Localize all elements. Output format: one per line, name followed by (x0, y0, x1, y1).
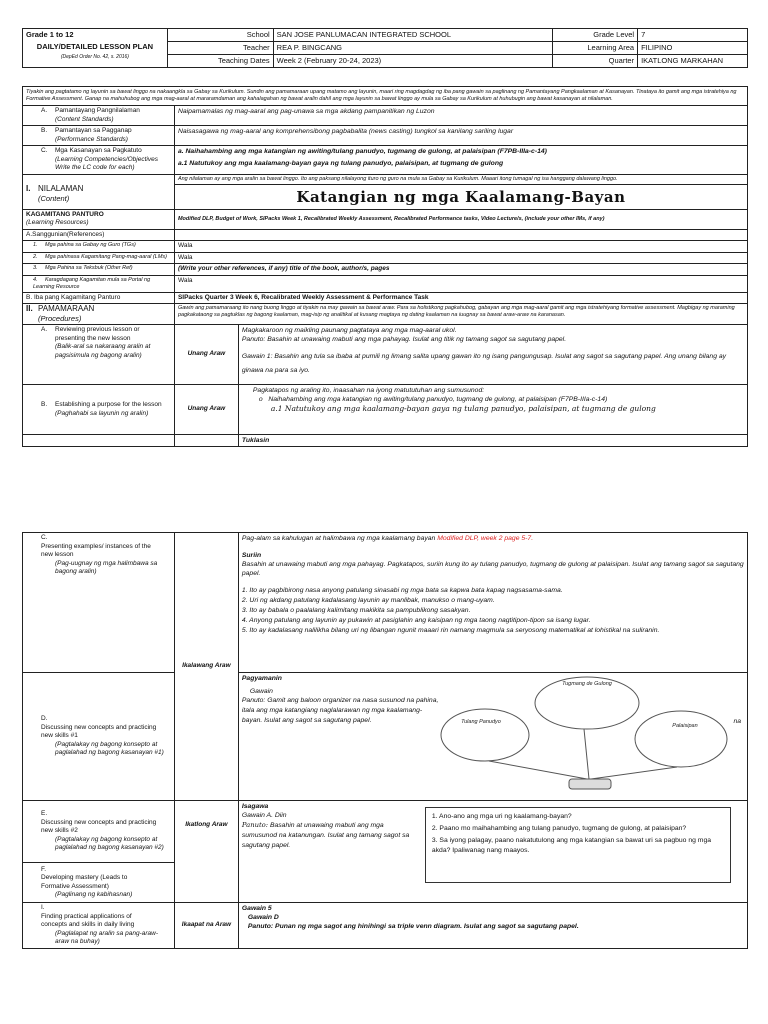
ref-4-num: 4. (33, 276, 38, 283)
lesson-table-page-1 (22, 86, 748, 447)
balloon-string-left (489, 761, 587, 779)
objective-a-letter: A. (41, 107, 48, 114)
objective-a-sub: (Content Standards) (55, 115, 114, 123)
procedures-sub: (Procedures) (38, 313, 82, 323)
grade-value: 7 (638, 29, 748, 42)
page-gap (0, 484, 768, 520)
objective-c-label (23, 146, 175, 175)
school-label: School (167, 29, 273, 42)
objective-c-sub2: Write the LC code for each) (55, 164, 135, 171)
procedure-b-letter: B. (41, 401, 48, 408)
procedure-b-text3: a.1 Natutukoy ang mga kaalamang-bayan gaya ng tulang panudyo, palaisipan, at tugmang de gulong (270, 404, 656, 413)
suriin-item: 2. Uri ng akdang patulang kadalasang layunin ay manlibak, manukso o mang-uyam. (241, 597, 495, 604)
objective-c-value2: a.1 Natutukoy ang mga kaalamang-bayan gaya ng tulang panudyo, palaisipan, at tugmang de gulong (177, 160, 504, 167)
gawain-d-label: Gawain D (247, 914, 279, 921)
objective-b-value: Naisasagawa ng mag-aaral ang komprehensibong pagbabalita (news casting) tungkol sa kanilang sariling lugar (174, 126, 747, 146)
gawain-label: Gawain (249, 688, 273, 695)
suriin-item: 1. Ito ay pagbibirong nasa anyong patulang sinasabi ng mga bata sa kapwa bata kapag nagsasama-sama. (241, 587, 563, 594)
ref-3-label (23, 264, 175, 276)
gawain-a-label: Gawain A. Diin (241, 812, 287, 819)
objective-a-title: Pamantayang Pangnilalaman (55, 107, 140, 114)
balloon-left (441, 709, 529, 761)
isagawa-instr-text: Basahin at unawaing mabuti ang mga sumusunod na katanungan. Isulat ang tamang sagot sa sagutang papel. (241, 822, 410, 849)
resources-sub: (Learning Resources) (26, 219, 89, 226)
header-title-line1: Grade 1 to 12 (26, 30, 74, 39)
procedure-i-title: Finding practical applications of concepts and skills in daily living (41, 912, 135, 928)
ref-4-text: Karagdagang Kagamitan mula sa Portal ng Learning Resource (33, 276, 151, 290)
na-word: na (733, 718, 741, 725)
header-title-block (23, 29, 168, 68)
procedure-c-sub: (Pag-uugnay ng mga halimbawa sa bagong aralin) (55, 559, 158, 575)
procedure-a-text3: Gawain 1: Basahin ang tula sa ibaba at pumili ng limang salita upang gawan ito ng isang pangungusap. Isulat ang sagot sa sagutang papel. Ang unang bilang ay ginawa na para sa iyo. (241, 353, 727, 374)
objective-c-title: Mga Kasanayan sa Pagkatuto (55, 147, 142, 154)
resources-label (23, 209, 175, 229)
content-label (23, 184, 175, 209)
objective-b-title: Pamantayan sa Pagganap (55, 127, 132, 134)
balloon-top-label: Tugmang de Gulong (562, 681, 612, 687)
suriin-instructions: Basahin at unawaing mabuti ang mga pahayag. Pagkatapos, suriin kung ito ay tulang panudyo, tugmang de gulong at palaisipan. Isulat ang tamang sagot sa sagutang papel. (241, 561, 744, 577)
balloon-right (635, 711, 727, 767)
balloon-string-right (591, 767, 677, 779)
sanggunian-label: A.Sanggunian(References) (23, 229, 175, 241)
procedure-i-label (23, 903, 175, 949)
procedure-a-label (23, 325, 175, 385)
tuklasin-label: Tuklasin (238, 435, 747, 447)
procedure-b-day: Unang Araw (174, 385, 238, 435)
procedure-b-label (23, 385, 175, 435)
procedures-note: Gawin ang pamamaraang ito nang buong linggo at tiyakin na may gawain sa bawat araw. Para sa holistikong pagkahubog, gabayan ang mga mag-aaral gamit ang mga istratehiyang formative assessment. Magbigay ng maraming pagkakataong sa pagtuklas ng bagong kaalaman, mag-isip ng analitikal at kusang magtaya ng dating kaalaman na iuugnay sa bawat araw-araw na karanasan. (174, 304, 747, 325)
sanggunian-empty (174, 229, 747, 241)
header-title-line3: (DepEd Order No. 42, s. 2016) (60, 54, 129, 60)
ref-1-value: Wala (174, 241, 747, 253)
procedure-a-title: Reviewing previous lesson or presenting the new lesson (55, 326, 140, 342)
procedures-label-text: PAMAMARAAN (38, 304, 95, 313)
content-note: Ang nilalaman ay ang mga aralin sa bawat linggo. Ito ang paksang nilalayong ituro ng guro na mula sa Gabay sa Kurikulum. Maaari itong tumagal ng isa hanggang dalawang linggo. (174, 174, 747, 184)
isagawa-instructions (242, 820, 412, 851)
ref-1-num: 1. (33, 242, 38, 248)
balloon-right-label: Palaisipan (672, 723, 698, 729)
ref-1-text: Mga pahina sa Gabay ng Guro (TGs) (45, 242, 136, 248)
procedure-d-title: Discussing new concepts and practicing new skills #1 (41, 723, 157, 740)
other-resources-label: B. Iba pang Kagamitang Panturo (23, 292, 175, 304)
procedure-d-label (23, 673, 175, 801)
day-3-label: Ikatlong Araw (174, 801, 238, 903)
school-value: SAN JOSE PANLUMACAN INTEGRATED SCHOOL (273, 29, 553, 42)
gawain-d-instructions: Panuto: Punan ng mga sagot ang hinihingi sa triple venn diagram. Isulat ang sagot sa sagutang papel. (247, 923, 579, 930)
day-2-label: Ikalawang Araw (174, 533, 238, 801)
quarter-label: Quarter (553, 55, 638, 68)
balloon-left-label: Tulang Panudyo (461, 719, 501, 725)
procedure-b-text1: Pagkatapos ng araling ito, inaasahan na iyong matututuhan ang sumusunod: (252, 387, 485, 394)
ref-4-value: Wala (174, 275, 747, 292)
tuklasin-spacer-2 (174, 435, 238, 447)
content-num: I. (26, 184, 31, 193)
other-resources-value: SIPacks Quarter 3 Week 6, Recalibrated Weekly Assessment & Performance Task (174, 292, 747, 304)
procedure-c-intro: Pag-alam sa kahulugan at halimbawa ng mga kaalamang bayan (241, 535, 436, 542)
pagyamanin-instructions: Panuto: Gamit ang baloon organizer na nasa susunod na pahina, itala ang mga katangiang naglalarawan ng mga kaalamang-bayan. Isulat ang sagot sa sagutang papel. (241, 697, 439, 724)
lesson-table-page-2 (22, 532, 748, 949)
procedure-d-content (238, 673, 747, 801)
procedure-c-letter: C. (41, 534, 48, 541)
procedure-f-title: Developing mastery (Leads to Formative Assessment) (41, 874, 128, 890)
procedure-i-letter: I. (41, 904, 45, 911)
lesson-plan-page-2 (0, 520, 768, 1024)
procedure-i-content (238, 903, 747, 949)
objective-c-value (174, 146, 747, 175)
grade-label: Grade Level (553, 29, 638, 42)
tuklasin-spacer-1 (23, 435, 175, 447)
balloon-organizer (439, 675, 739, 797)
suriin-item: 4. Anyong patulang ang layunin ay pukawin at pasiglahin ang kaisipan ng mga taong nagtitipon-tipon sa isang lugar. (241, 617, 591, 624)
question-item: 3. Sa iyong palagay, paano nakatutulong ang mga katangian sa bawat uri sa pagbuo ng mga akda? Ipaliwanag nang maayos. (431, 837, 712, 854)
balloon-base (569, 779, 611, 789)
resources-value: Modified DLP, Budget of Work, SIPacks Week 1, Recalibrated Weekly Assessment, Recalibrated Performance tasks, Video Lecture/s, (include your other IMs, if any) (174, 209, 747, 229)
ref-2-label (23, 252, 175, 264)
procedure-e-content (238, 801, 747, 903)
procedures-label (23, 304, 175, 325)
procedure-e-label (23, 801, 175, 863)
isagawa-instr-label: Panuto: (241, 821, 269, 829)
procedure-b-text2-row (253, 395, 744, 404)
dates-value: Week 2 (February 20-24, 2023) (273, 55, 553, 68)
procedure-b-text2: Naihahambing ang mga katangian ng awiting/tulang panudyo, tugmang de gulong, at palaisipan (F7PB-IIIa-c-14) (268, 396, 608, 403)
dates-label: Teaching Dates (167, 55, 273, 68)
resources-label-text: KAGAMITANG PANTURO (26, 210, 104, 218)
procedure-a-text2: Panuto: Basahin at unawaing mabuti ang mga pahayag. Isulat ang titik ng tamang sagot sa sagutang papel. (241, 336, 567, 343)
content-note-spacer (23, 174, 175, 184)
ref-4-label (23, 275, 175, 292)
procedure-c-content (238, 533, 747, 673)
procedure-f-letter: F. (41, 865, 47, 873)
intro-note: Tiyakin ang pagtatamo ng layunin sa bawat linggo na nakaangkla sa Gabay sa Kurikulum. Sundin ang pamamaraan upang matamo ang layunin, maari ring magdagdag ng iba pang gawain sa paglinang ng Pamantayang Pangkaalaman at Kasanayan. Tinataya ito gamit ang mga istratehiya ng Formative Assessment. Ganap na mahuhubog ang mga mag-aaral at mararamdaman ang kahalagahan ng bawat aralin dahil ang mga layunin sa bawat linggo ay mula sa Gabay sa Kurikulum at huhubugin ang bawat kasanayan at nilalaman. (23, 87, 748, 106)
procedure-f-sub: (Paglinang ng kabihasnan) (55, 891, 133, 898)
procedure-a-content (238, 325, 747, 385)
lesson-plan-page-1 (0, 0, 768, 484)
procedure-b-content (238, 385, 747, 435)
objective-a-label (23, 106, 175, 126)
procedure-d-letter: D. (41, 715, 48, 723)
procedure-c-ref: Modified DLP, week 2 page 5-7. (437, 535, 534, 542)
objective-c-sub1: (Learning Competencies/Objectives (55, 155, 158, 163)
procedure-e-title: Discussing new concepts and practicing new skills #2 (41, 818, 157, 835)
lesson-title: Katangian ng mga Kaalamang-Bayan (174, 184, 747, 209)
procedure-a-text1: Magkakaroon ng maikling paunang pagtataya ang mga mag-aaral ukol. (241, 327, 457, 334)
pagyamanin-label: Pagyamanin (241, 675, 282, 682)
procedure-f-label (23, 863, 175, 903)
procedure-c-label (23, 533, 175, 673)
ref-3-num: 3. (33, 265, 38, 271)
objective-b-label (23, 126, 175, 146)
gawain-5-label: Gawain 5 (241, 905, 272, 912)
procedure-a-letter: A. (41, 326, 48, 333)
objective-a-value: Naipamamalas ng mag-aaral ang pag-unawa sa mga akdang pampanitikan ng Luzon (174, 106, 747, 126)
procedure-a-day: Unang Araw (174, 325, 238, 385)
procedure-e-letter: E. (41, 810, 48, 818)
content-label-text: NILALAMAN (38, 184, 84, 193)
objective-b-letter: B. (41, 127, 48, 134)
procedure-a-sub: (Balik-aral sa nakaraang aralin at pagsisimula ng bagong aralin) (55, 343, 151, 359)
header-table (22, 28, 748, 68)
procedure-b-title: Establishing a purpose for the lesson (55, 401, 162, 408)
procedure-d-sub: (Pagtalakay ng bagong konsepto at paglalahad ng bagong kasanayan #1) (55, 740, 164, 757)
question-item: 2. Paano mo maihahambing ang tulang panudyo, tugmang de gulong, at palaisipan? (431, 825, 687, 832)
day-4-label: Ikaapat na Araw (174, 903, 238, 949)
header-title-line2: DAILY/DETAILED LESSON PLAN (36, 42, 154, 51)
procedures-num: II. (26, 304, 33, 313)
question-item: 1. Ano-ano ang mga uri ng kaalamang-bayan? (431, 813, 572, 820)
bullet-icon: o (258, 396, 269, 403)
area-value: FILIPINO (638, 42, 748, 55)
ref-1-label (23, 241, 175, 253)
procedure-c-title: Presenting examples/ instances of the new lesson (41, 542, 151, 558)
quarter-value: IKATLONG MARKAHAN (638, 55, 748, 68)
objective-c-letter: C. (41, 147, 48, 154)
suriin-item: 5. Ito ay kadalasang nalilikha bilang uri ng libangan ngunit maaari rin namang magmula sa seryosong matematikal at lohistikal na suliranin. (241, 627, 660, 634)
procedure-b-sub: (Paghahabi sa layunin ng aralin) (55, 409, 149, 417)
procedure-e-sub: (Pagtalakay ng bagong konsepto at paglalahad ng bagong kasanayan #2) (55, 835, 164, 852)
suriin-items (242, 586, 744, 635)
objective-b-sub: (Performance Standards) (55, 135, 128, 143)
content-sub: (Content) (38, 193, 70, 203)
suriin-item: 3. Ito ay babala o paalalang kalimitang makikita sa pampublikong sasakyan. (241, 607, 471, 614)
procedure-i-sub: (Paglalapat ng aralin sa pang-araw-araw na buhay) (55, 929, 158, 945)
questions-box (425, 807, 731, 883)
suriin-label: Suriin (241, 552, 262, 559)
isagawa-label: Isagawa (241, 803, 269, 810)
teacher-value: REA P. BINGCANG (273, 42, 553, 55)
ref-2-text: Mga pahinasa Kagamitang Pang-mag-aaral (LMs) (45, 253, 167, 260)
ref-2-value: Wala (174, 252, 747, 264)
objective-c-value1: a. Naihahambing ang mga katangian ng awiting/tulang panudyo, tugmang de gulong, at palaisipan (F7PB-IIIa-c-14) (177, 148, 547, 155)
procedure-c-intro-row (242, 534, 744, 543)
ref-3-text: Mga Pahina sa Teksbuk (Other Ref) (45, 265, 133, 271)
ref-3-value: (Write your other references, if any) title of the book, author/s, pages (174, 264, 747, 276)
balloon-string-top (584, 729, 589, 779)
ref-2-num: 2. (33, 253, 38, 260)
teacher-label: Teacher (167, 42, 273, 55)
area-label: Learning Area (553, 42, 638, 55)
